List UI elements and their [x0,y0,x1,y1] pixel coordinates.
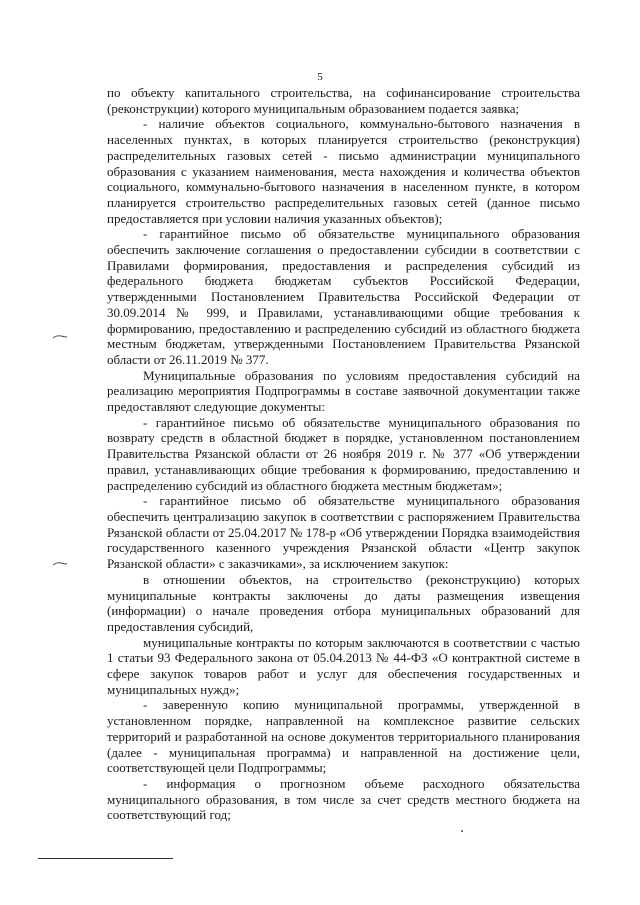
paragraph-object-clause: по объекту капитального строительства, на софинансирование строительства (реконструкции) которого муниципальным образованием подается заявка; [107,85,580,116]
scan-mark-lower [52,561,68,566]
paragraph-guarantee-centralization: - гарантийное письмо об обязательстве муниципального образования обеспечить централизацию закупок в соответствии с распоряжением Правительства Рязанской области от 25.04.2017 № 178-р «Об утверждении Порядка взаимодействия государственного казенного учреждения Рязанской области «Центр закупок Рязанской области» с заказчиками», за исключением закупок: [107,493,580,572]
footer-rule [38,858,173,859]
scan-dot [461,830,463,832]
page-number: 5 [317,71,323,83]
paragraph-guarantee-agreement: - гарантийное письмо об обязательстве муниципального образования обеспечить заключение соглашения о предоставлении субсидии в соответствии с Правилами формирования, предоставления и распределения субсидий из федерального бюджета бюджетам субъектов Российской Федерации, утвержденными Постановлением Правительства Российской Федерации от 30.09.2014 № 999, и Правилами, устанавливающими общие требования к формированию, предоставлению и распределению субсидий из областного бюджета местным бюджетам, утвержденными Постановлением Правительства Рязанской области от 26.11.2019 № 377. [107,226,580,367]
paragraph-exception-article-93: муниципальные контракты по которым заключаются в соответствии с частью 1 статьи 93 Федерального закона от 05.04.2013 № 44-ФЗ «О контрактной системе в сфере закупок товаров работ и услуг для обеспечения государственных и муниципальных нужд»; [107,634,580,697]
paragraph-social-objects: - наличие объектов социального, коммунально-бытового назначения в населенных пунктах, в которых планируется строительство (реконструкция) распределительных газовых сетей - письмо администрации муниципального образования с указанием наименования, места нахождения и количества объектов социального, коммунально-бытового назначения в населенном пункте, в котором планируется строительство распределительных газовых сетей (данное письмо предоставляется при условии наличия указанных объектов); [107,116,580,226]
scan-mark-upper [52,334,68,339]
document-body [107,85,580,823]
paragraph-guarantee-refund: - гарантийное письмо об обязательстве муниципального образования по возврату средств в областной бюджет в порядке, установленном постановлением Правительства Рязанской области от 26 ноября 2019 г. № 377 «Об утверждении правил, устанавливающих общие требования к формированию, предоставлению и распределению субсидий из областного бюджета местным бюджетам»; [107,414,580,493]
paragraph-program-copy: - заверенную копию муниципальной программы, утвержденной в установленном порядке, направленной на комплексное развитие сельских территорий и разработанной на основе документов территориального планирования (далее - муниципальная программа) и направленной на достижение цели, соответствующей цели Подпрограммы; [107,697,580,776]
paragraph-additional-documents: Муниципальные образования по условиям предоставления субсидий на реализацию мероприятия Подпрограммы в составе заявочной документации также предоставляют следующие документы: [107,367,580,415]
paragraph-exception-contracts: в отношении объектов, на строительство (реконструкцию) которых муниципальные контракты заключены до даты размещения извещения (информации) о начале проведения отбора муниципальных образований для предоставления субсидий, [107,571,580,634]
paragraph-budget-forecast: - информация о прогнозном объеме расходного обязательства муниципального образования, в том числе за счет средств местного бюджета на соответствующий год; [107,775,580,823]
